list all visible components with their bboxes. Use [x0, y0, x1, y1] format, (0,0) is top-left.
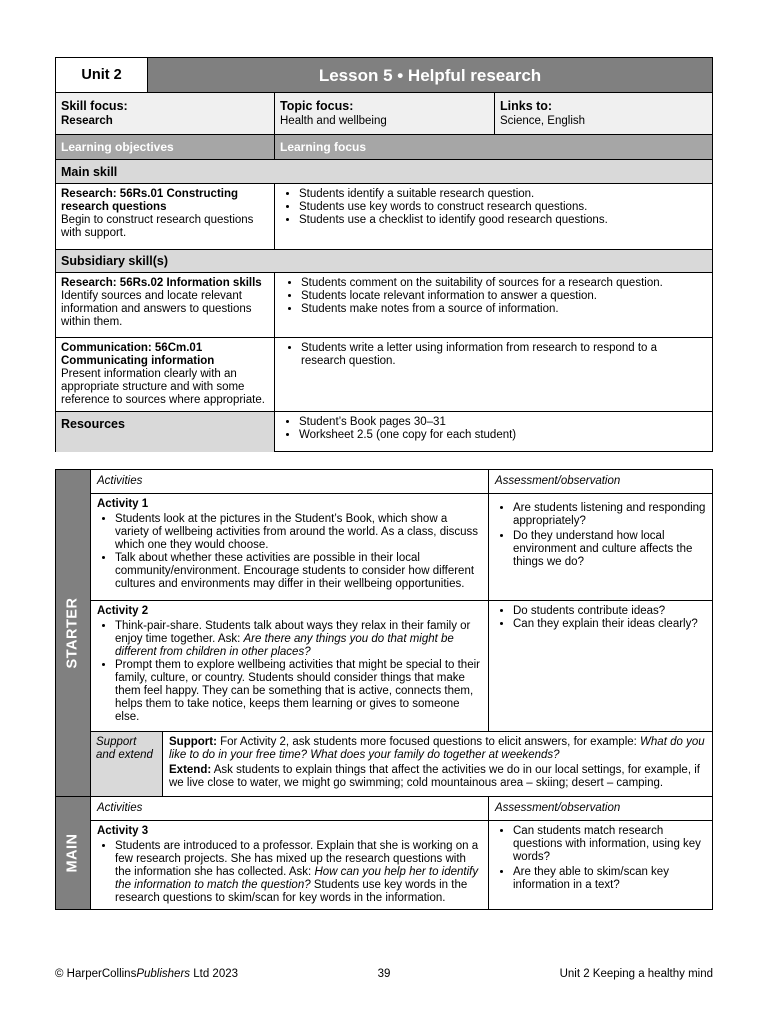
activity-2 — [90, 601, 488, 732]
assessment-item: • Are they able to skim/scan key information in a text? — [513, 866, 706, 892]
starter-header-row — [90, 470, 712, 493]
objective-text: Identify sources and locate relevant information and answers to questions within them. — [61, 290, 252, 328]
activity-title: Activity 3 — [97, 825, 149, 837]
focus-item: • Students write a letter using information from research to respond to a research question. — [301, 342, 672, 368]
learning-focus-header: Learning focus — [274, 135, 712, 160]
objective-title: Communication: 56Cm.01 Communicating information — [61, 342, 215, 367]
activity-1-assessment — [488, 494, 712, 601]
activity-3 — [90, 821, 488, 910]
focus-item: • Students identify a suitable research question. — [299, 188, 707, 201]
lesson-title: Lesson 5 • Helpful research — [147, 58, 712, 92]
subsidiary-skills-row — [56, 249, 712, 272]
activity-item: • Students look at the pictures in the Student’s Book, which show a variety of wellbeing activities from around the world. As a class, discuss which one they would choose. — [115, 513, 482, 552]
subsidiary-objective-row — [56, 272, 712, 337]
main-skill-focus — [274, 184, 712, 250]
resources-row — [56, 411, 712, 451]
activity-title: Activity 1 — [97, 498, 149, 510]
main-skill-objective-row — [56, 183, 712, 249]
support-extend-text — [162, 732, 712, 797]
objective-text: Begin to construct research questions with support. — [61, 214, 254, 239]
activity-item: • Talk about whether these activities are possible in their local community/environment. Encourage students to consider how different cultures and environments may differ in their wellbeing opportunities. — [115, 552, 482, 591]
extend-text: Extend: Ask students to explain things that affect the activities we do in our local settings, for example, if we live close to water, we might go swimming; cold mountainous area – skiing; desert – camping. — [169, 764, 700, 789]
footer-unit-title: Unit 2 Keeping a healthy mind — [559, 968, 713, 980]
activity-2-row — [90, 600, 712, 731]
activities-header: Activities — [90, 797, 488, 821]
subsidiary-skills-heading: Subsidiary skill(s) — [61, 254, 168, 268]
assessment-item: • Can students match research questions with information, using key words? — [513, 825, 706, 864]
objective-title: Research: 56Rs.02 Information skills — [61, 277, 262, 289]
main-skill-heading: Main skill — [61, 164, 118, 179]
activity-1-row — [90, 493, 712, 600]
skill-focus-cell — [56, 93, 274, 135]
assessment-item: • Can they explain their ideas clearly? — [513, 618, 706, 631]
footer-copyright: © HarperCollinsPublishers Ltd 2023 — [55, 968, 239, 980]
activity-1 — [90, 494, 488, 601]
focus-item: • Students use key words to construct research questions. — [299, 201, 707, 214]
assessment-item: • Do they understand how local environment and culture affects the things we do? — [513, 530, 706, 569]
objective-title: Research: 56Rs.01 Constructing research questions — [61, 188, 239, 213]
subsidiary-objective-row — [56, 337, 712, 411]
topic-focus-cell — [274, 93, 494, 135]
assessment-item: • Are students listening and responding appropriately? — [513, 502, 706, 528]
assessment-header: Assessment/observation — [488, 797, 712, 821]
activity-item: • Think-pair-share. Students talk about ways they relax in their family or enjoy time together. Ask: Are there any things you do that might be different from children in other places? — [115, 620, 482, 659]
subsidiary-focus — [274, 338, 712, 412]
topic-focus-label: Topic focus: — [280, 99, 354, 113]
focus-item: • Students locate relevant information to answer a question. — [301, 290, 707, 303]
subsidiary-objective — [56, 338, 274, 412]
activity-2-assessment — [488, 601, 712, 732]
objective-text: Present information clearly with an appropriate structure and with some reference to sources where appropriate. — [61, 368, 265, 406]
links-value: Science, English — [500, 115, 586, 127]
unit-label: Unit 2 — [81, 66, 122, 83]
resource-item: • Worksheet 2.5 (one copy for each student) — [299, 429, 707, 442]
activity-item: • Prompt them to explore wellbeing activities that might be special to their family, culture, or country. Students should consider things that make them feel happy. They can be something that is active, connects them, helps them to take notice, keeps them learning or gives to someone else. — [115, 659, 482, 724]
column-header-row — [56, 134, 712, 159]
links-label: Links to: — [500, 99, 553, 113]
activities-header: Activities — [90, 470, 488, 493]
activity-3-row — [90, 820, 712, 909]
assessment-header: Assessment/observation — [488, 470, 712, 493]
main-skill-row — [56, 159, 712, 183]
resource-item: • Student’s Book pages 30–31 — [299, 416, 707, 429]
learning-objectives-header: Learning objectives — [61, 140, 174, 154]
subsidiary-focus — [274, 273, 712, 338]
page-number: 39 — [377, 968, 391, 980]
main-header-row — [90, 796, 712, 820]
resources-list — [274, 412, 712, 452]
title-row — [56, 58, 712, 92]
links-cell — [494, 93, 712, 135]
skill-focus-label: Skill focus: — [61, 99, 128, 113]
resources-heading: Resources — [56, 412, 274, 452]
support-extend-label: Support and extend — [90, 732, 162, 797]
assessment-item: • Do students contribute ideas? — [513, 605, 706, 618]
lesson-overview-table — [55, 57, 713, 452]
focus-item: • Students comment on the suitability of sources for a research question. — [301, 277, 707, 290]
main-skill-objective — [56, 184, 274, 250]
starter-side-label: STARTER — [56, 470, 90, 796]
focus-item: • Students make notes from a source of information. — [301, 303, 707, 316]
focus-row — [56, 92, 712, 134]
subsidiary-objective — [56, 273, 274, 338]
topic-focus-value: Health and wellbeing — [280, 115, 387, 127]
activities-table — [55, 469, 713, 910]
activity-item: • Students are introduced to a professor. Explain that she is working on a few research projects. She has mixed up the research questions with the information she has collected. Ask: How can you help her to identify the information to match the question? Students use key words in the research questions to skim/scan for key words in the information. — [115, 840, 482, 905]
main-side-label: MAIN — [56, 796, 90, 909]
focus-item: • Students use a checklist to identify good research questions. — [299, 214, 707, 227]
skill-focus-value: Research — [61, 115, 113, 127]
activity-3-assessment — [488, 821, 712, 910]
activity-title: Activity 2 — [97, 605, 149, 617]
support-text: Support: For Activity 2, ask students more focused questions to elicit answers, for example: What do you like to do in your free time? What does your family do together at weekends? — [169, 736, 705, 761]
support-extend-row — [90, 731, 712, 796]
